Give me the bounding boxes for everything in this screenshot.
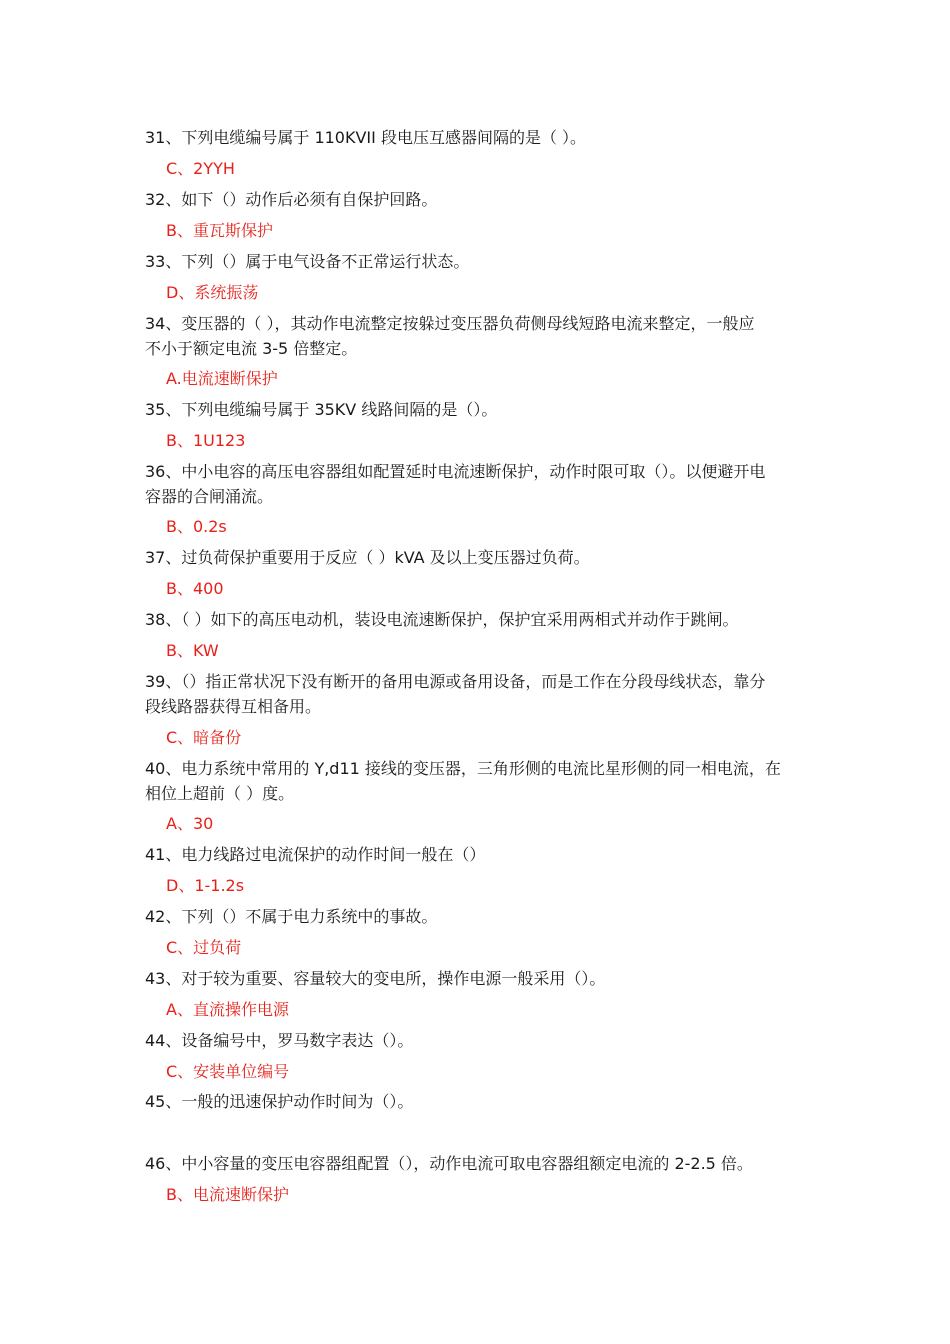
question-40-line-2: 相位上超前（ ）度。 <box>145 784 295 803</box>
answer-32: B、重瓦斯保护 <box>166 221 273 240</box>
answer-46: B、电流速断保护 <box>166 1185 289 1204</box>
answer-38: B、KW <box>166 641 219 660</box>
question-31: 31、下列电缆编号属于 110KVII 段电压互感器间隔的是（ ）。 <box>145 128 587 147</box>
question-39-line-1: 39、（）指正常状况下没有断开的备用电源或备用设备，而是工作在分段母线状态，靠分 <box>145 672 766 691</box>
question-32: 32、如下（）动作后必须有自保护回路。 <box>145 190 438 209</box>
answer-39: C、暗备份 <box>166 728 242 747</box>
answer-44: C、安装单位编号 <box>166 1062 290 1081</box>
answer-31: C、2YYH <box>166 159 235 178</box>
question-35: 35、下列电缆编号属于 35KV 线路间隔的是（）。 <box>145 400 498 419</box>
question-43: 43、对于较为重要、容量较大的变电所，操作电源一般采用（）。 <box>145 969 606 988</box>
question-34-line-2: 不小于额定电流 3-5 倍整定。 <box>145 339 358 358</box>
answer-36: B、0.2s <box>166 517 227 536</box>
answer-41: D、1-1.2s <box>166 876 245 895</box>
question-44: 44、设备编号中，罗马数字表达（）。 <box>145 1031 414 1050</box>
answer-33: D、系统振荡 <box>166 283 259 302</box>
answer-34: A.电流速断保护 <box>166 369 278 388</box>
answer-40: A、30 <box>166 814 214 833</box>
question-37: 37、过负荷保护重要用于反应（ ）kVA 及以上变压器过负荷。 <box>145 548 590 567</box>
question-36-line-1: 36、中小电容的高压电容器组如配置延时电流速断保护，动作时限可取（）。以便避开电 <box>145 462 766 481</box>
answer-43: A、直流操作电源 <box>166 1000 289 1019</box>
question-36-line-2: 容器的合闸涌流。 <box>145 487 274 506</box>
answer-37: B、400 <box>166 579 224 598</box>
question-42: 42、下列（）不属于电力系统中的事故。 <box>145 907 438 926</box>
answer-42: C、过负荷 <box>166 938 242 957</box>
question-33: 33、下列（）属于电气设备不正常运行状态。 <box>145 252 470 271</box>
answer-35: B、1U123 <box>166 431 246 450</box>
question-46: 46、中小容量的变压电容器组配置（），动作电流可取电容器组额定电流的 2-2.5 倍。 <box>145 1154 753 1173</box>
question-39-line-2: 段线路器获得互相备用。 <box>145 697 322 716</box>
question-34-line-1: 34、变压器的（ ），其动作电流整定按躲过变压器负荷侧母线短路电流来整定，一般应 <box>145 314 755 333</box>
question-40-line-1: 40、电力系统中常用的 Y,d11 接线的变压器，三角形侧的电流比星形侧的同一相电流，在 <box>145 759 781 778</box>
question-41: 41、电力线路过电流保护的动作时间一般在（） <box>145 845 486 864</box>
question-45: 45、一般的迅速保护动作时间为（）。 <box>145 1092 414 1111</box>
question-38: 38、（ ）如下的高压电动机，装设电流速断保护，保护宜采用两相式并动作于跳闸。 <box>145 610 739 629</box>
